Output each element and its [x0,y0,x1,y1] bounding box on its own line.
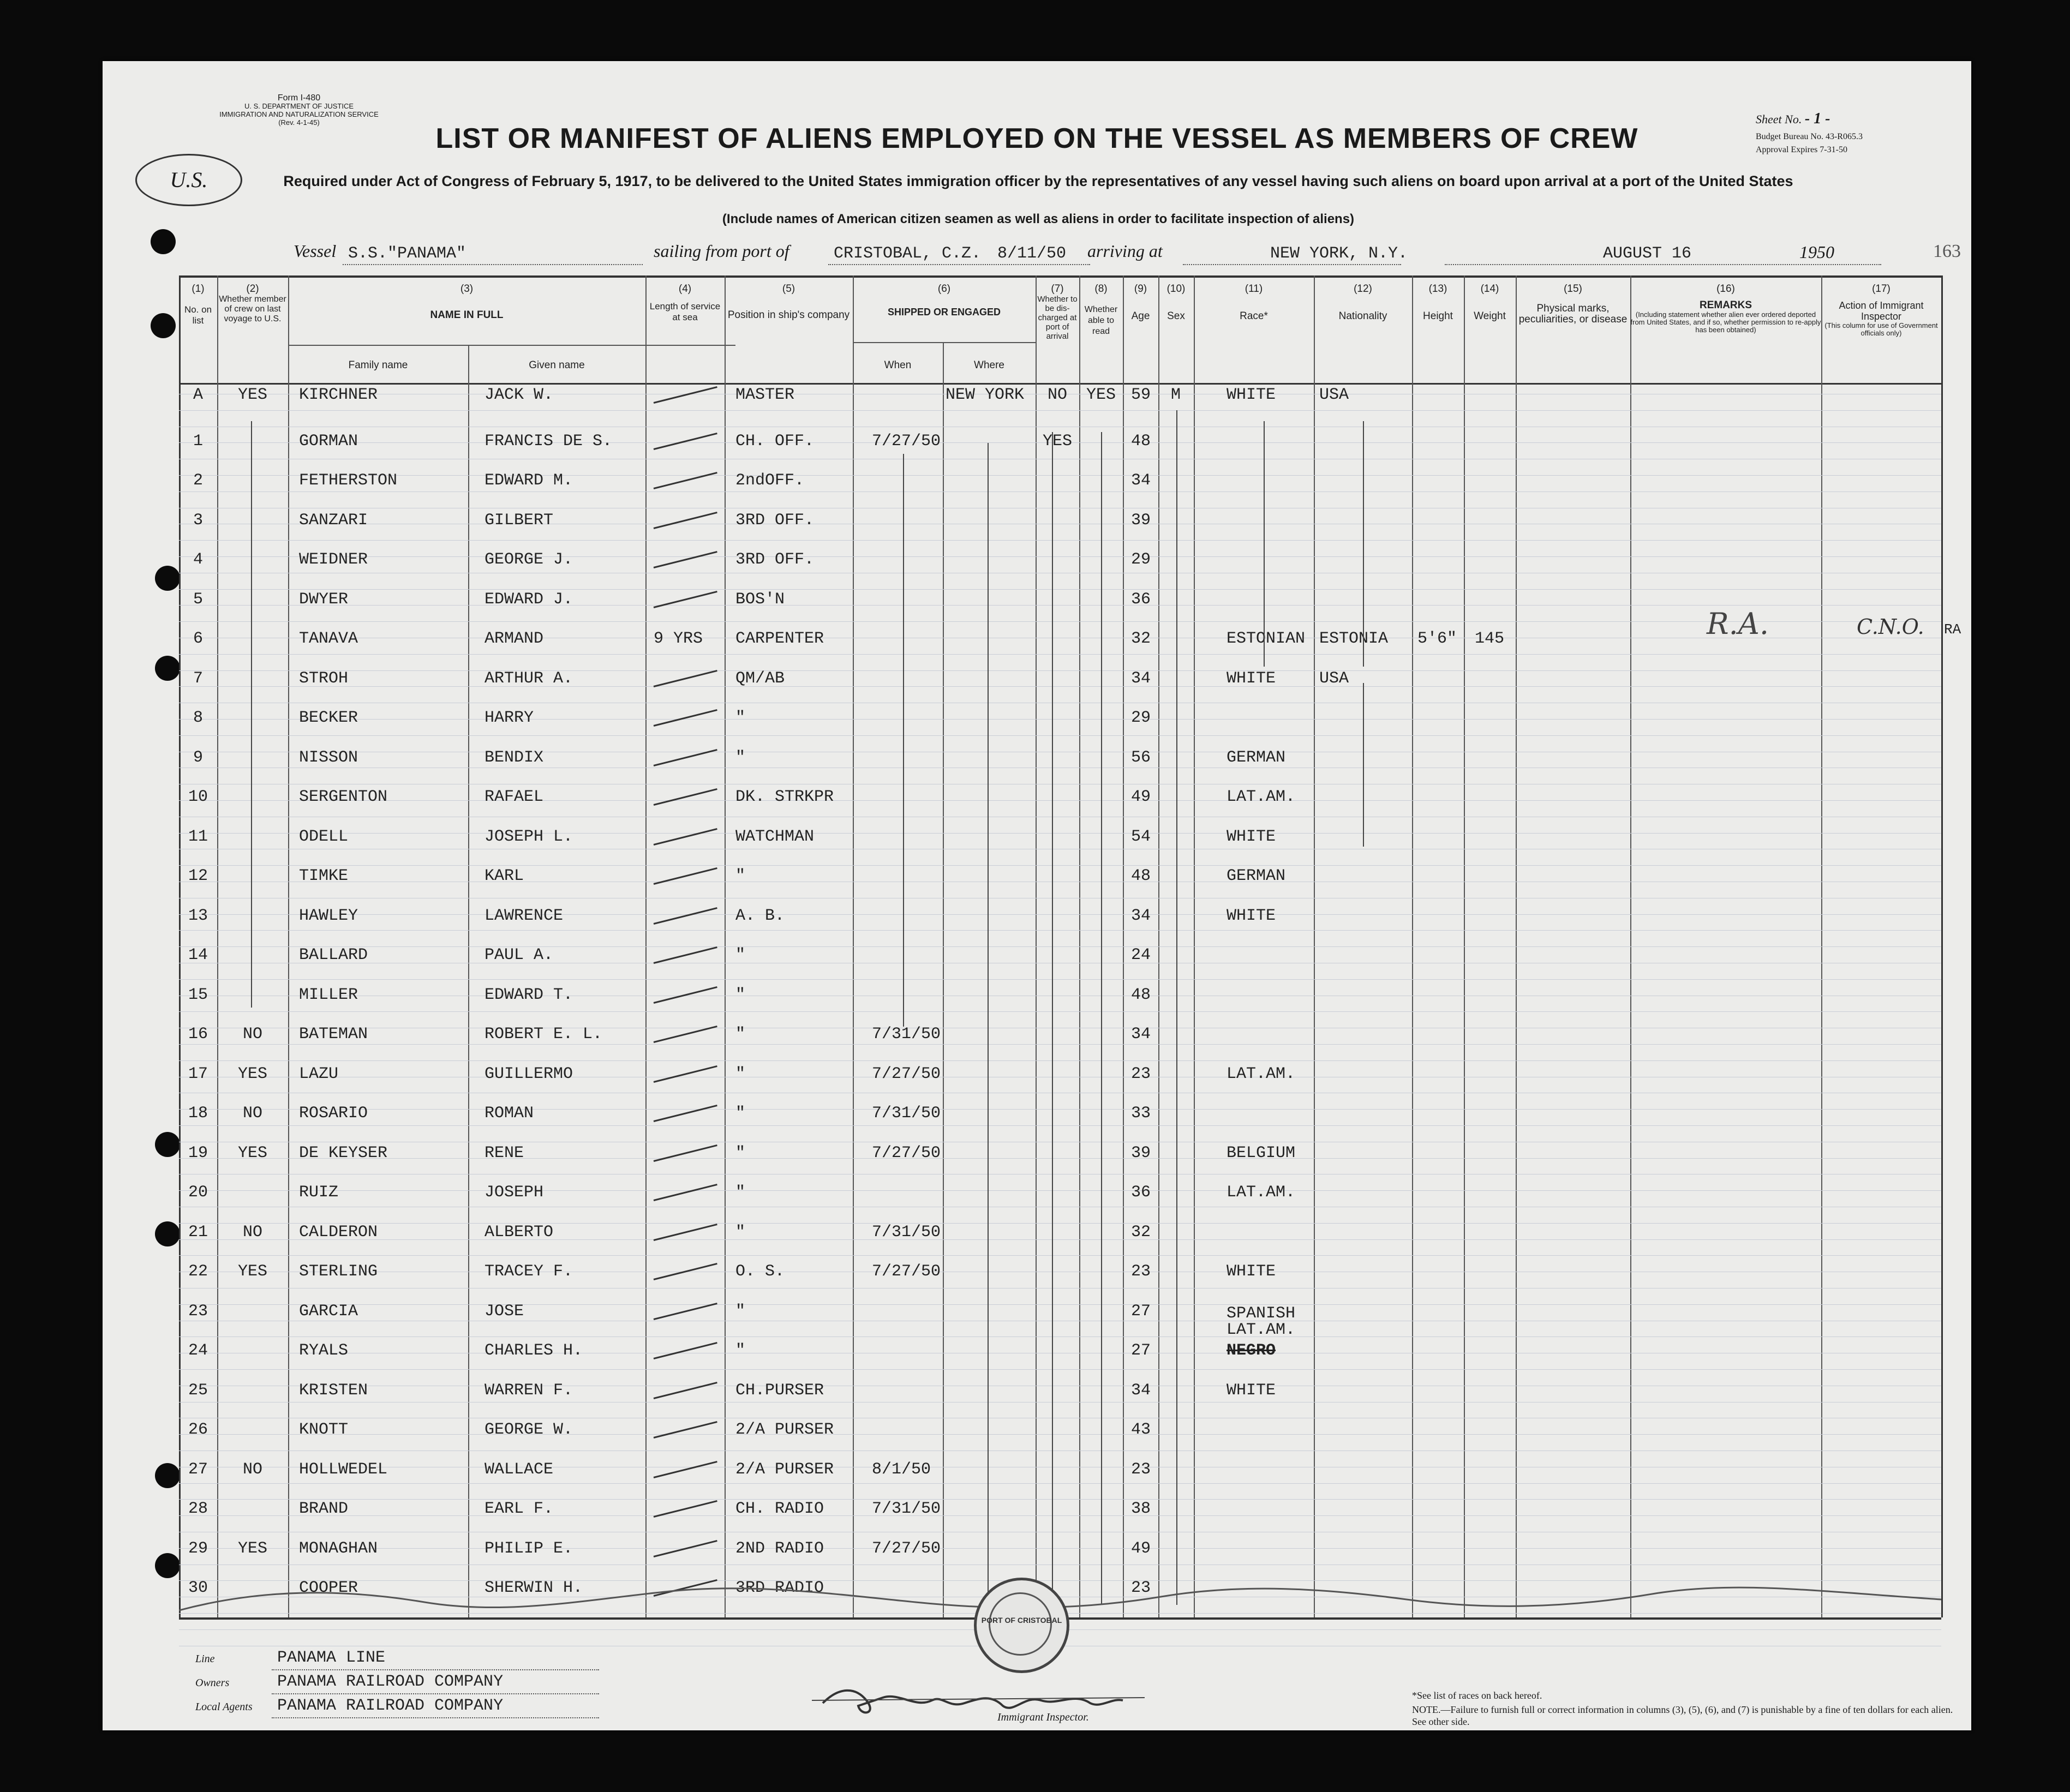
col-8-header: (8) Whether able to read [1084,283,1118,336]
crew-shipped-when: 7/27/50 [872,1064,941,1083]
service-check-mark [654,1342,717,1359]
crew-given-name: GEORGE J. [484,550,573,569]
crew-no: 30 [188,1579,208,1597]
crew-no: 26 [188,1421,208,1439]
crew-race: WHITE [1227,386,1276,404]
crew-shipped-when: 7/31/50 [872,1025,941,1044]
crew-age: 48 [1130,867,1151,885]
service-check-mark [654,1421,717,1439]
crew-position: " [735,867,746,885]
crew-no: 27 [188,1460,208,1479]
crew-given-name: EARL F. [484,1500,554,1518]
crew-position: " [735,1222,746,1242]
crew-family-name: TANAVA [299,630,358,648]
crew-age: 48 [1130,985,1151,1004]
crew-age: 32 [1130,1222,1151,1242]
sheet-info: Sheet No. - 1 - Budget Bureau No. 43-R065.3 Approval Expires 7-31-50 [1756,110,1863,154]
sailing-label: sailing from port of [654,241,789,261]
crew-race: WHITE [1227,1381,1276,1400]
crew-given-name: WARREN F. [484,1381,573,1400]
crew-nationality: USA [1319,669,1349,688]
crew-race: NEGRO [1227,1341,1276,1360]
crew-age: 33 [1130,1104,1151,1123]
service-check-mark [654,946,717,964]
crew-no: 4 [193,550,203,569]
crew-discharged: YES [1042,431,1072,451]
crew-no: 25 [188,1381,208,1400]
crew-age: 23 [1130,1262,1151,1281]
crew-no: 11 [188,827,208,846]
crew-given-name: JOSEPH L. [484,827,573,846]
crew-last-voyage: YES [237,1143,267,1162]
crew-no: 22 [188,1262,208,1281]
col-3-header: (3) NAME IN FULL [430,283,504,321]
crew-shipped-when: 7/31/50 [872,1222,941,1242]
crew-no: 19 [188,1143,208,1162]
form-info: Form I-480 U. S. DEPARTMENT OF JUSTICE IMMIGRATION AND NATURALIZATION SERVICE (Rev. 4-1-45) [219,93,379,127]
crew-age: 23 [1130,1579,1151,1597]
crew-position: " [735,985,746,1004]
crew-position: " [735,946,746,964]
footer-company-info: Line PANAMA LINE Owners PANAMA RAILROAD COMPANY Local Agents PANAMA RAILROAD COMPANY [195,1649,741,1725]
name-subheader-line [288,345,735,346]
crew-given-name: HARRY [484,709,534,727]
page-number: 163 [1933,241,1961,261]
crew-shipped-when: 7/31/50 [872,1500,941,1518]
service-check-mark [654,512,717,529]
crew-no: 5 [193,590,203,609]
crew-family-name: KNOTT [299,1421,349,1439]
crew-position: 3RD RADIO [735,1579,824,1597]
vessel-name: S.S."PANAMA" [348,244,466,263]
crew-family-name: RUIZ [299,1183,339,1202]
crew-weight: 145 [1475,630,1505,648]
punch-hole [155,566,180,591]
crew-position: 3RD OFF. [735,550,815,569]
crew-age: 56 [1130,748,1151,767]
crew-family-name: TIMKE [299,867,349,885]
inspector-action-annotation: C.N.O. [1857,615,1924,639]
crew-nationality: ESTONIA [1319,630,1389,648]
crew-given-name: EDWARD J. [484,590,573,609]
crew-shipped-when: 7/27/50 [872,1143,941,1162]
service-check-mark [654,828,717,846]
crew-race: WHITE [1227,827,1276,846]
crew-age: 24 [1130,946,1151,964]
crew-family-name: KRISTEN [299,1381,368,1400]
punch-hole [151,313,176,338]
crew-family-name: COOPER [299,1579,358,1597]
voyage-line [294,241,1961,268]
crew-family-name: BALLARD [299,946,368,964]
crew-position: BOS'N [735,590,785,609]
crew-family-name: SANZARI [299,511,368,530]
crew-given-name: ALBERTO [484,1222,554,1242]
crew-no: 14 [188,946,208,964]
ditto-line [1264,421,1265,667]
crew-family-name: ODELL [299,827,349,846]
crew-position: " [735,748,746,767]
crew-last-voyage: NO [242,1025,262,1044]
service-check-mark [654,1224,717,1241]
crew-given-name: RAFAEL [484,788,544,806]
crew-no: 15 [188,985,208,1004]
service-check-mark [654,1303,717,1320]
crew-family-name: GARCIA [299,1302,358,1321]
crew-given-name: GILBERT [484,511,554,530]
crew-given-name: GUILLERMO [484,1064,573,1083]
crew-given-name: TRACEY F. [484,1262,573,1281]
sailing-port: CRISTOBAL, C.Z. [834,244,982,263]
crew-shipped-when: 7/27/50 [872,1262,941,1281]
service-check-mark [654,1184,717,1201]
given-name-header: Given name [529,359,585,371]
ditto-line [988,443,989,1616]
crew-given-name: ROMAN [484,1104,534,1123]
service-check-mark [654,1382,717,1399]
crew-race: GERMAN [1227,748,1286,767]
crew-family-name: LAZU [299,1064,339,1083]
crew-position: 2/A PURSER [735,1460,834,1479]
crew-race: LAT.AM. [1227,788,1296,806]
crew-family-name: HOLLWEDEL [299,1460,388,1479]
inspector-label: Immigrant Inspector. [997,1711,1089,1723]
service-check-mark [654,1144,717,1162]
service-check-mark [654,867,717,885]
service-check-mark [654,1105,717,1122]
crew-position: " [735,1183,746,1202]
crew-position: " [735,1302,746,1321]
crew-age: 27 [1130,1341,1151,1360]
crew-shipped-when: 8/1/50 [872,1460,931,1479]
crew-given-name: ROBERT E. L. [484,1025,603,1044]
crew-no: 18 [188,1104,208,1123]
service-check-mark [654,986,717,1004]
crew-age: 39 [1130,1143,1151,1162]
crew-given-name: GEORGE W. [484,1421,573,1439]
crew-shipped-when: 7/27/50 [872,431,941,451]
crew-age: 59 [1130,386,1151,404]
crew-no: 10 [188,788,208,806]
crew-position: CARPENTER [735,630,824,648]
shipped-subheader-line [853,342,1036,343]
port-stamp: PORT OF CRISTOBAL [974,1578,1069,1673]
crew-family-name: SERGENTON [299,788,388,806]
crew-family-name: STROH [299,669,349,688]
crew-family-name: MONAGHAN [299,1539,378,1558]
punch-hole [151,229,176,254]
crew-no: 13 [188,906,208,925]
crew-position: DK. STRKPR [735,788,834,806]
crew-last-voyage: NO [242,1460,262,1479]
crew-no: 29 [188,1539,208,1558]
arrival-year: 1950 [1799,242,1834,262]
crew-race: LAT.AM. [1227,1183,1296,1202]
crew-no: 1 [193,431,203,451]
col-5-header: (5) Position in ship's company [727,283,850,321]
crew-family-name: RYALS [299,1341,349,1360]
crew-given-name: KARL [484,867,524,885]
ditto-line [1363,421,1364,667]
crew-age: 34 [1130,669,1151,688]
crew-age: 29 [1130,709,1151,727]
remarks-annotation: R.A. [1707,607,1769,641]
crew-age: 36 [1130,590,1151,609]
crew-no: 7 [193,669,203,688]
crew-shipped-where: NEW YORK [946,386,1025,404]
crew-family-name: FETHERSTON [299,471,398,490]
ditto-line [1363,683,1364,847]
crew-race: GERMAN [1227,867,1286,885]
crew-given-name: EDWARD T. [484,985,573,1004]
crew-nationality: USA [1319,386,1349,404]
crew-given-name: JOSE [484,1302,524,1321]
vessel-label: Vessel [294,241,337,261]
crew-age: 27 [1130,1302,1151,1321]
crew-family-name: DE KEYSER [299,1143,388,1162]
crew-position: " [735,1341,746,1360]
crew-family-name: MILLER [299,985,358,1004]
crew-family-name: WEIDNER [299,550,368,569]
service-check-mark [654,1065,717,1083]
ditto-line [1101,432,1102,1605]
crew-age: 32 [1130,630,1151,648]
crew-no: 17 [188,1064,208,1083]
crew-given-name: FRANCIS DE S. [484,431,613,451]
page-title: LIST OR MANIFEST OF ALIENS EMPLOYED ON THE VESSEL AS MEMBERS OF CREW [435,123,1638,154]
crew-family-name: BATEMAN [299,1025,368,1044]
crew-given-name: RENE [484,1143,524,1162]
crew-sex: M [1170,386,1181,404]
crew-last-voyage: YES [237,1539,267,1558]
crew-service-length: 9 YRS [654,630,703,648]
table-top-border [179,275,1941,278]
crew-age: 38 [1130,1500,1151,1518]
crew-position: " [735,1143,746,1162]
col-17-header: (17) Action of Immigrant Inspector (This column for use of Government officials only) [1824,283,1938,337]
crew-given-name: EDWARD M. [484,471,573,490]
crew-family-name: BECKER [299,709,358,727]
crew-age: 23 [1130,1460,1151,1479]
crew-position: 2ndOFF. [735,471,805,490]
crew-family-name: ROSARIO [299,1104,368,1123]
col-15-header: (15) Physical marks, peculiarities, or disease [1518,283,1628,325]
crew-family-name: NISSON [299,748,358,767]
edge-annotation: RA [1944,621,1961,638]
where-header: Where [974,359,1004,371]
crew-position: " [735,709,746,727]
crew-no: 16 [188,1025,208,1044]
crew-given-name: JACK W. [484,386,554,404]
line-value: PANAMA LINE [277,1649,386,1667]
crew-position: 2ND RADIO [735,1539,824,1558]
ditto-line [251,421,252,1008]
col-1-header: (1) No. on list [184,283,212,326]
service-check-mark [654,386,717,404]
crew-age: 54 [1130,827,1151,846]
crew-position: A. B. [735,906,785,925]
service-check-mark [654,472,717,489]
owners-value: PANAMA RAILROAD COMPANY [277,1673,504,1691]
crew-no: 3 [193,511,203,530]
crew-age: 29 [1130,550,1151,569]
crew-given-name: SHERWIN H. [484,1579,583,1597]
crew-family-name: GORMAN [299,431,358,451]
crew-position: O. S. [735,1262,785,1281]
crew-position: 2/A PURSER [735,1421,834,1439]
crew-last-voyage: YES [237,386,267,404]
arriving-label: arriving at [1087,241,1163,261]
crew-shipped-when: 7/31/50 [872,1104,941,1123]
service-check-mark [654,551,717,568]
crew-position: MASTER [735,386,795,404]
crew-height: 5'6" [1417,630,1457,648]
crew-race: ESTONIAN [1227,630,1306,648]
crew-no: A [193,386,203,404]
crew-no: 28 [188,1500,208,1518]
table-header-border [179,383,1941,385]
service-check-mark [654,433,717,450]
crew-age: 48 [1130,431,1151,451]
crew-position: CH. RADIO [735,1500,824,1518]
crew-age: 49 [1130,1539,1151,1558]
crew-family-name: CALDERON [299,1222,378,1242]
crew-position: WATCHMAN [735,827,815,846]
crew-position: CH. OFF. [735,431,815,451]
crew-age: 34 [1130,906,1151,925]
form-subtitle: Required under Act of Congress of February 5, 1917, to be delivered to the United States immigration officer by the representatives of any vessel having such aliens on board upon arrival at a port of the United States [283,173,1793,189]
crew-family-name: BRAND [299,1500,349,1518]
col-16-header: (16) REMARKS (Including statement whether alien ever ordered deported from United States, and if so, whether permission to re-apply has been obtained) [1630,283,1821,334]
crew-no: 23 [188,1302,208,1321]
crew-last-voyage: NO [242,1104,262,1123]
crew-given-name: ARTHUR A. [484,669,573,688]
circled-us-mark: U.S. [135,154,242,206]
ditto-line [1176,410,1177,1605]
col-11-header: (11) Race* [1240,283,1268,322]
crew-race: LAT.AM. [1227,1064,1296,1083]
crew-no: 8 [193,709,203,727]
crew-age: 34 [1130,1381,1151,1400]
crew-position: " [735,1025,746,1044]
col-7-header: (7) Whether to be dis-charged at port of arrival [1037,283,1078,341]
crew-able-to-read: YES [1086,386,1116,404]
form-note: (Include names of American citizen seamen as well as aliens in order to facilitate inspection of aliens) [722,212,1355,226]
family-name-header: Family name [348,359,408,371]
crew-position: QM/AB [735,669,785,688]
crew-last-voyage: NO [242,1222,262,1242]
service-check-mark [654,907,717,925]
crew-age: 23 [1130,1064,1151,1083]
ditto-line [1052,432,1053,1605]
crew-position: " [735,1104,746,1123]
crew-race: WHITE [1227,906,1276,925]
crew-age: 43 [1130,1421,1151,1439]
ditto-line [903,454,904,1027]
crew-race: BELGIUM [1227,1143,1296,1162]
col-2-header: (2) Whether member of crew on last voyage to U.S. [219,283,286,323]
service-check-mark [654,709,717,727]
crew-age: 34 [1130,1025,1151,1044]
crew-family-name: KIRCHNER [299,386,378,404]
crew-no: 12 [188,867,208,885]
arrival-date: AUGUST 16 [1603,244,1692,263]
crew-age: 34 [1130,471,1151,490]
col-9-header: (9) Age [1131,283,1150,322]
crew-given-name: PAUL A. [484,946,554,964]
when-header: When [884,359,912,371]
crew-last-voyage: YES [237,1262,267,1281]
sailing-date: 8/11/50 [997,244,1067,263]
crew-given-name: LAWRENCE [484,906,564,925]
col-4-header: (4) Length of service at sea [649,283,721,322]
crew-family-name: DWYER [299,590,349,609]
agents-value: PANAMA RAILROAD COMPANY [277,1697,504,1715]
manifest-sheet [103,61,1971,1730]
col-13-header: (13) Height [1423,283,1453,322]
crew-given-name: PHILIP E. [484,1539,573,1558]
col-12-header: (12) Nationality [1338,283,1387,322]
crew-shipped-when: 7/27/50 [872,1539,941,1558]
crew-age: 39 [1130,511,1151,530]
crew-no: 21 [188,1222,208,1242]
service-check-mark [654,788,717,806]
crew-position: CH.PURSER [735,1381,824,1400]
crew-given-name: BENDIX [484,748,544,767]
crew-given-name: WALLACE [484,1460,554,1479]
col-10-header: (10) Sex [1166,283,1186,322]
crew-race: SPANISH LAT.AM. [1227,1304,1296,1339]
crew-given-name: JOSEPH [484,1183,544,1202]
service-check-mark [654,1500,717,1518]
crew-family-name: HAWLEY [299,906,358,925]
service-check-mark [654,670,717,687]
crew-age: 36 [1130,1183,1151,1202]
crew-no: 6 [193,630,203,648]
crew-last-voyage: YES [237,1064,267,1083]
crew-race: WHITE [1227,1262,1276,1281]
crew-no: 20 [188,1183,208,1202]
crew-age: 49 [1130,788,1151,806]
arrival-port: NEW YORK, N.Y. [1270,244,1408,263]
crew-family-name: STERLING [299,1262,378,1281]
crew-no: 9 [193,748,203,767]
crew-race: WHITE [1227,669,1276,688]
crew-position: " [735,1064,746,1083]
service-check-mark [654,1461,717,1478]
crew-given-name: CHARLES H. [484,1341,583,1360]
crew-discharged: NO [1047,386,1067,404]
col-6-header: (6) SHIPPED OR ENGAGED [887,283,1001,317]
crew-given-name: ARMAND [484,630,544,648]
crew-no: 2 [193,471,203,490]
crew-no: 24 [188,1341,208,1360]
footer-notes: *See list of races on back hereof. NOTE.—Failure to furnish full or correct information in columns (3), (5), (6), and (7) is punishable by a fine of ten dollars for each alien. See other side. [1412,1690,1953,1727]
col-14-header: (14) Weight [1474,283,1506,322]
crew-position: 3RD OFF. [735,511,815,530]
